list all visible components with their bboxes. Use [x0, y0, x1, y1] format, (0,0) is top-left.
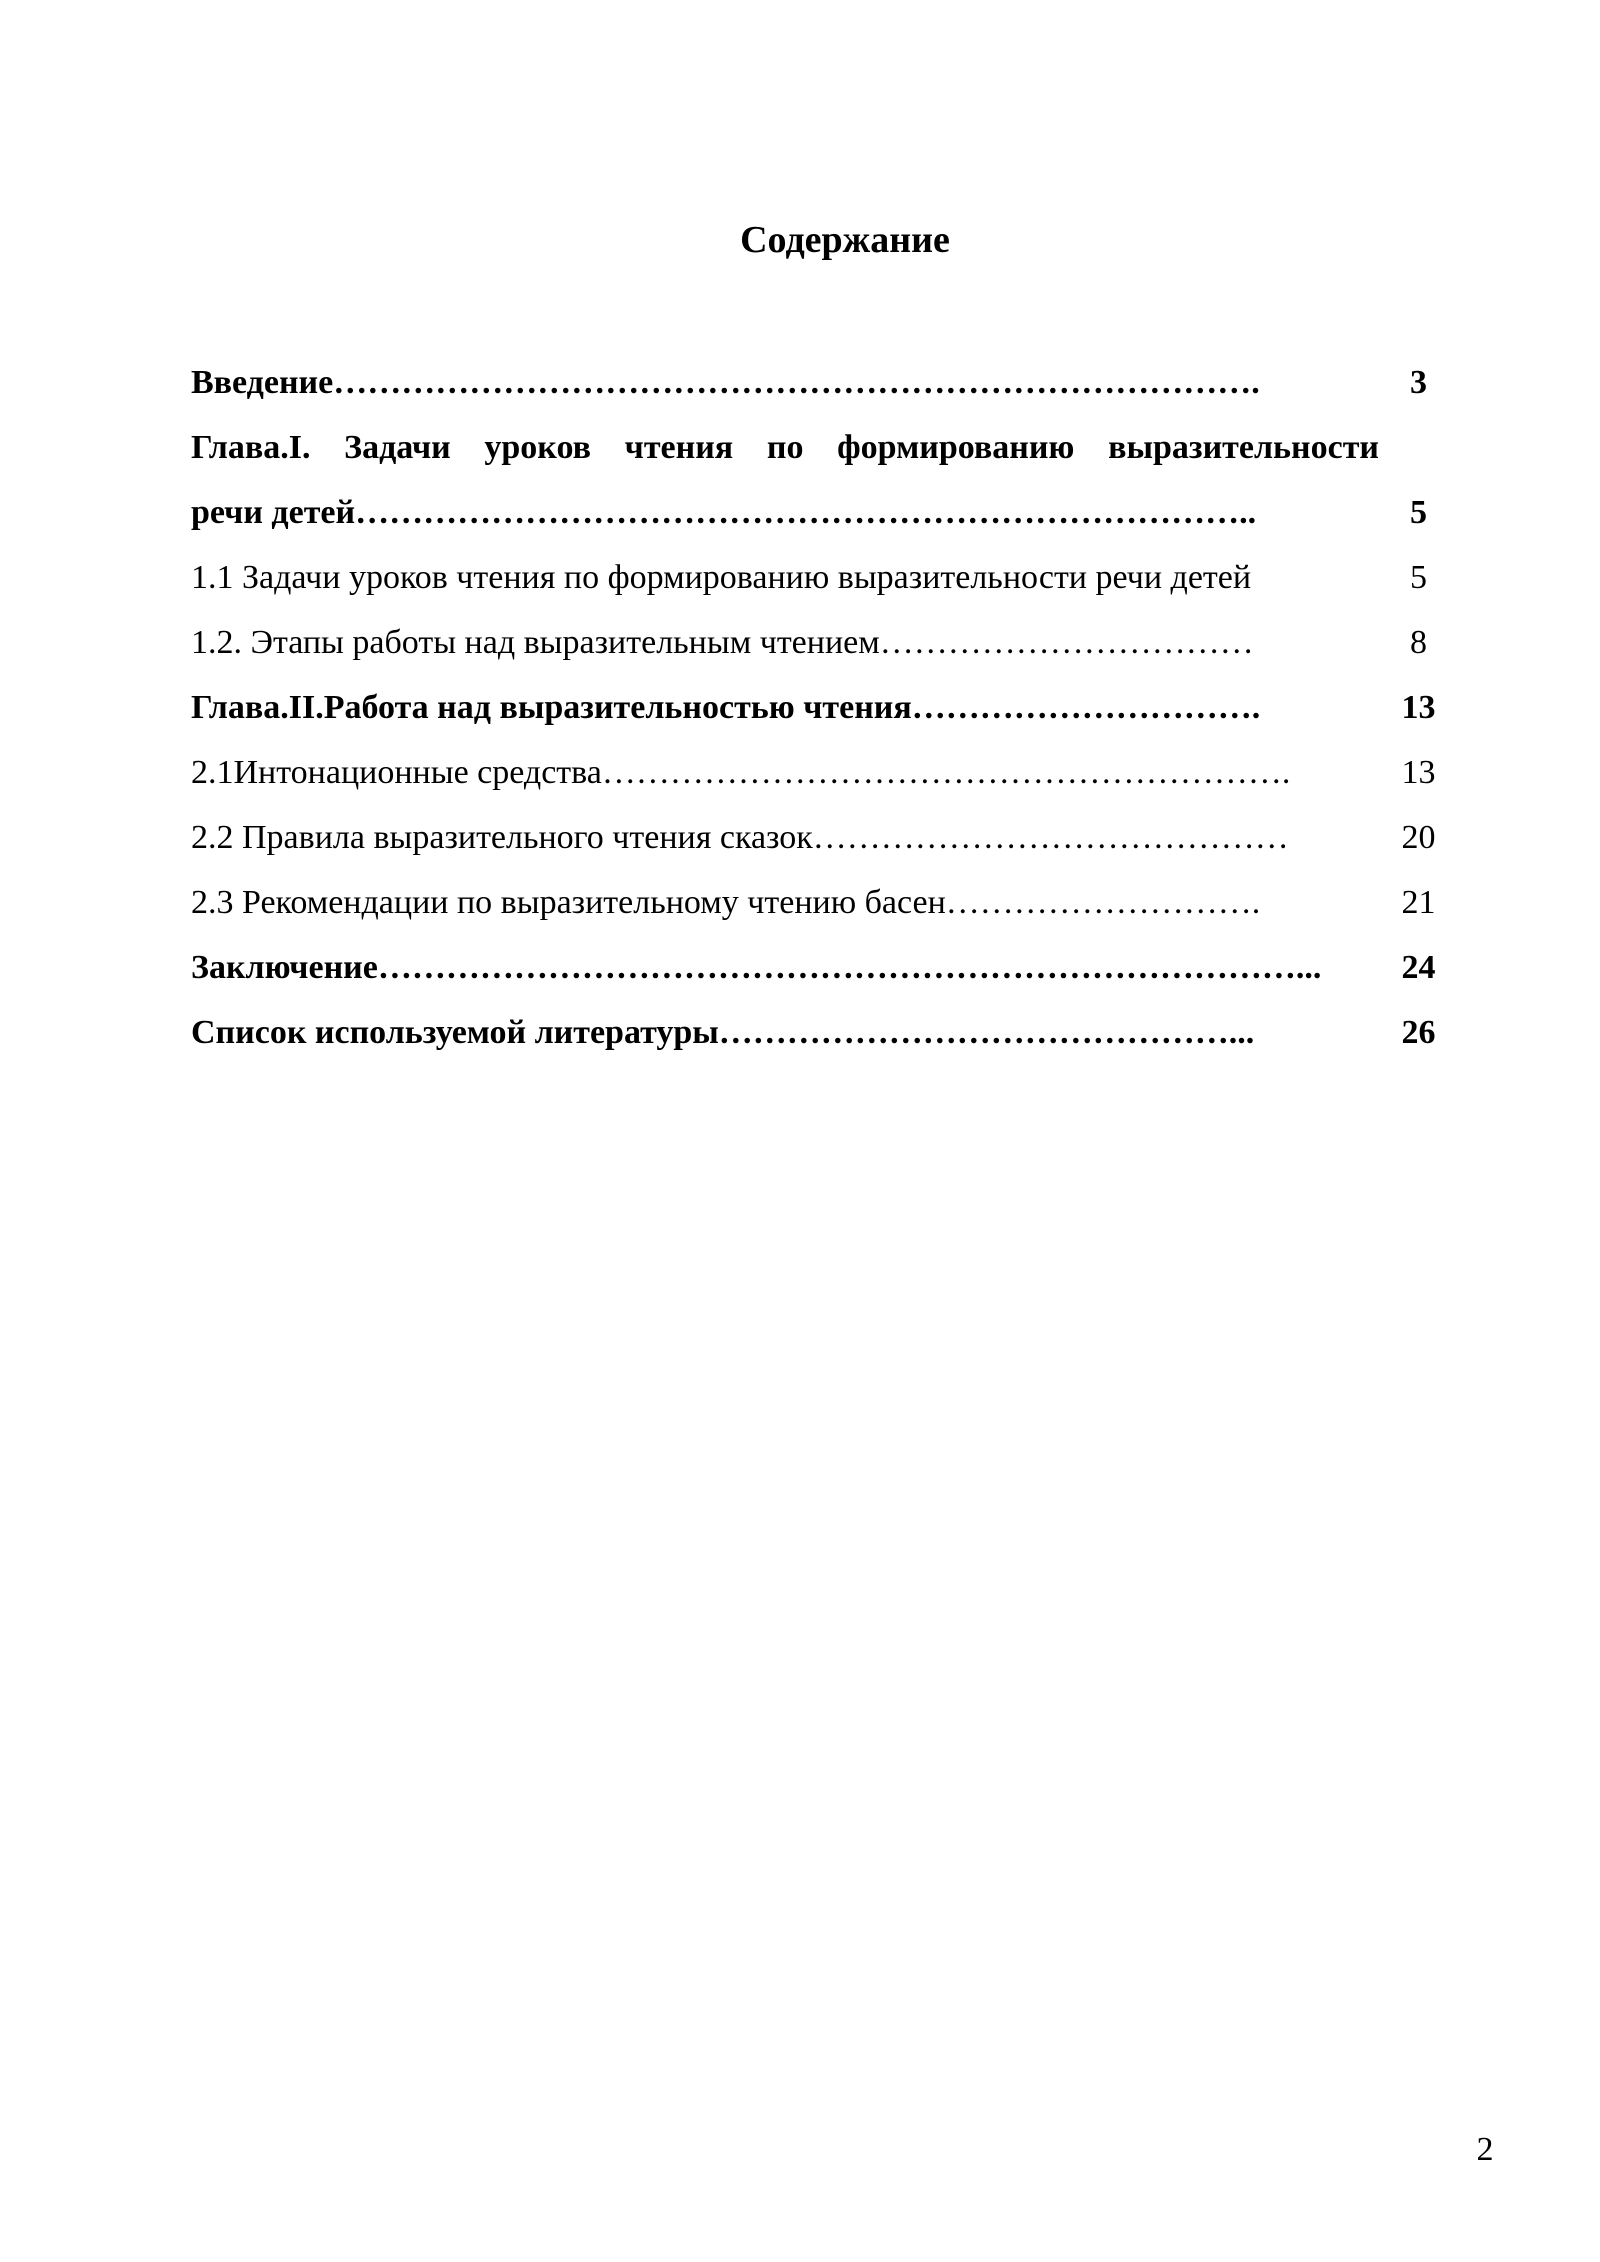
toc-entry-text: 1.2. Этапы работы над выразительным чтением…………………………… — [191, 624, 1254, 661]
toc-entry — [191, 610, 1456, 675]
toc-entry — [191, 870, 1456, 935]
toc-entry-text: речи детей…………………………………………………………………….. — [191, 494, 1257, 531]
table-of-contents — [191, 350, 1456, 1065]
toc-entry — [191, 675, 1456, 740]
toc-entry-text: Глава.II.Работа над выразительностью чтения…………………………. — [191, 689, 1261, 726]
toc-entry-page: 5 — [1410, 559, 1427, 596]
toc-entry-page: 24 — [1401, 949, 1436, 986]
toc-entry-page: 21 — [1401, 884, 1436, 921]
toc-entry-text: 2.3 Рекомендации по выразительному чтению басен………………………. — [191, 884, 1261, 921]
toc-entry-text: 2.1Интонационные средства……………………………………………………. — [191, 754, 1291, 791]
toc-entry-text: 2.2 Правила выразительного чтения сказок…………………………………… — [191, 819, 1289, 856]
toc-entry-text: Список используемой литературы………………………………………... — [191, 1014, 1255, 1051]
toc-entry-page: 13 — [1401, 689, 1436, 726]
toc-entry-page: 8 — [1410, 624, 1427, 661]
toc-entry-page: 3 — [1410, 364, 1427, 401]
toc-entry-page: 13 — [1401, 754, 1436, 791]
toc-entry — [191, 740, 1456, 805]
page-title: Содержание — [740, 219, 950, 261]
toc-entry — [191, 350, 1456, 415]
toc-entry-text: Глава.I. Задачи уроков чтения по формированию выразительности — [191, 429, 1379, 466]
toc-entry-page: 26 — [1401, 1014, 1436, 1051]
toc-entry — [191, 805, 1456, 870]
page-number: 2 — [1476, 2131, 1494, 2168]
toc-entry — [191, 545, 1456, 610]
toc-entry — [191, 935, 1456, 1000]
toc-entry-page: 20 — [1401, 819, 1436, 856]
toc-entry-page: 5 — [1410, 494, 1427, 531]
toc-entry-text: Введение………………………………………………………………………. — [191, 364, 1260, 401]
toc-entry — [191, 415, 1456, 480]
toc-entry-text: 1.1 Задачи уроков чтения по формированию выразительности речи детей — [191, 559, 1252, 596]
toc-entry — [191, 1000, 1456, 1065]
toc-entry-text: Заключение………………………………………………………………………... — [191, 949, 1322, 986]
toc-entry — [191, 480, 1456, 545]
